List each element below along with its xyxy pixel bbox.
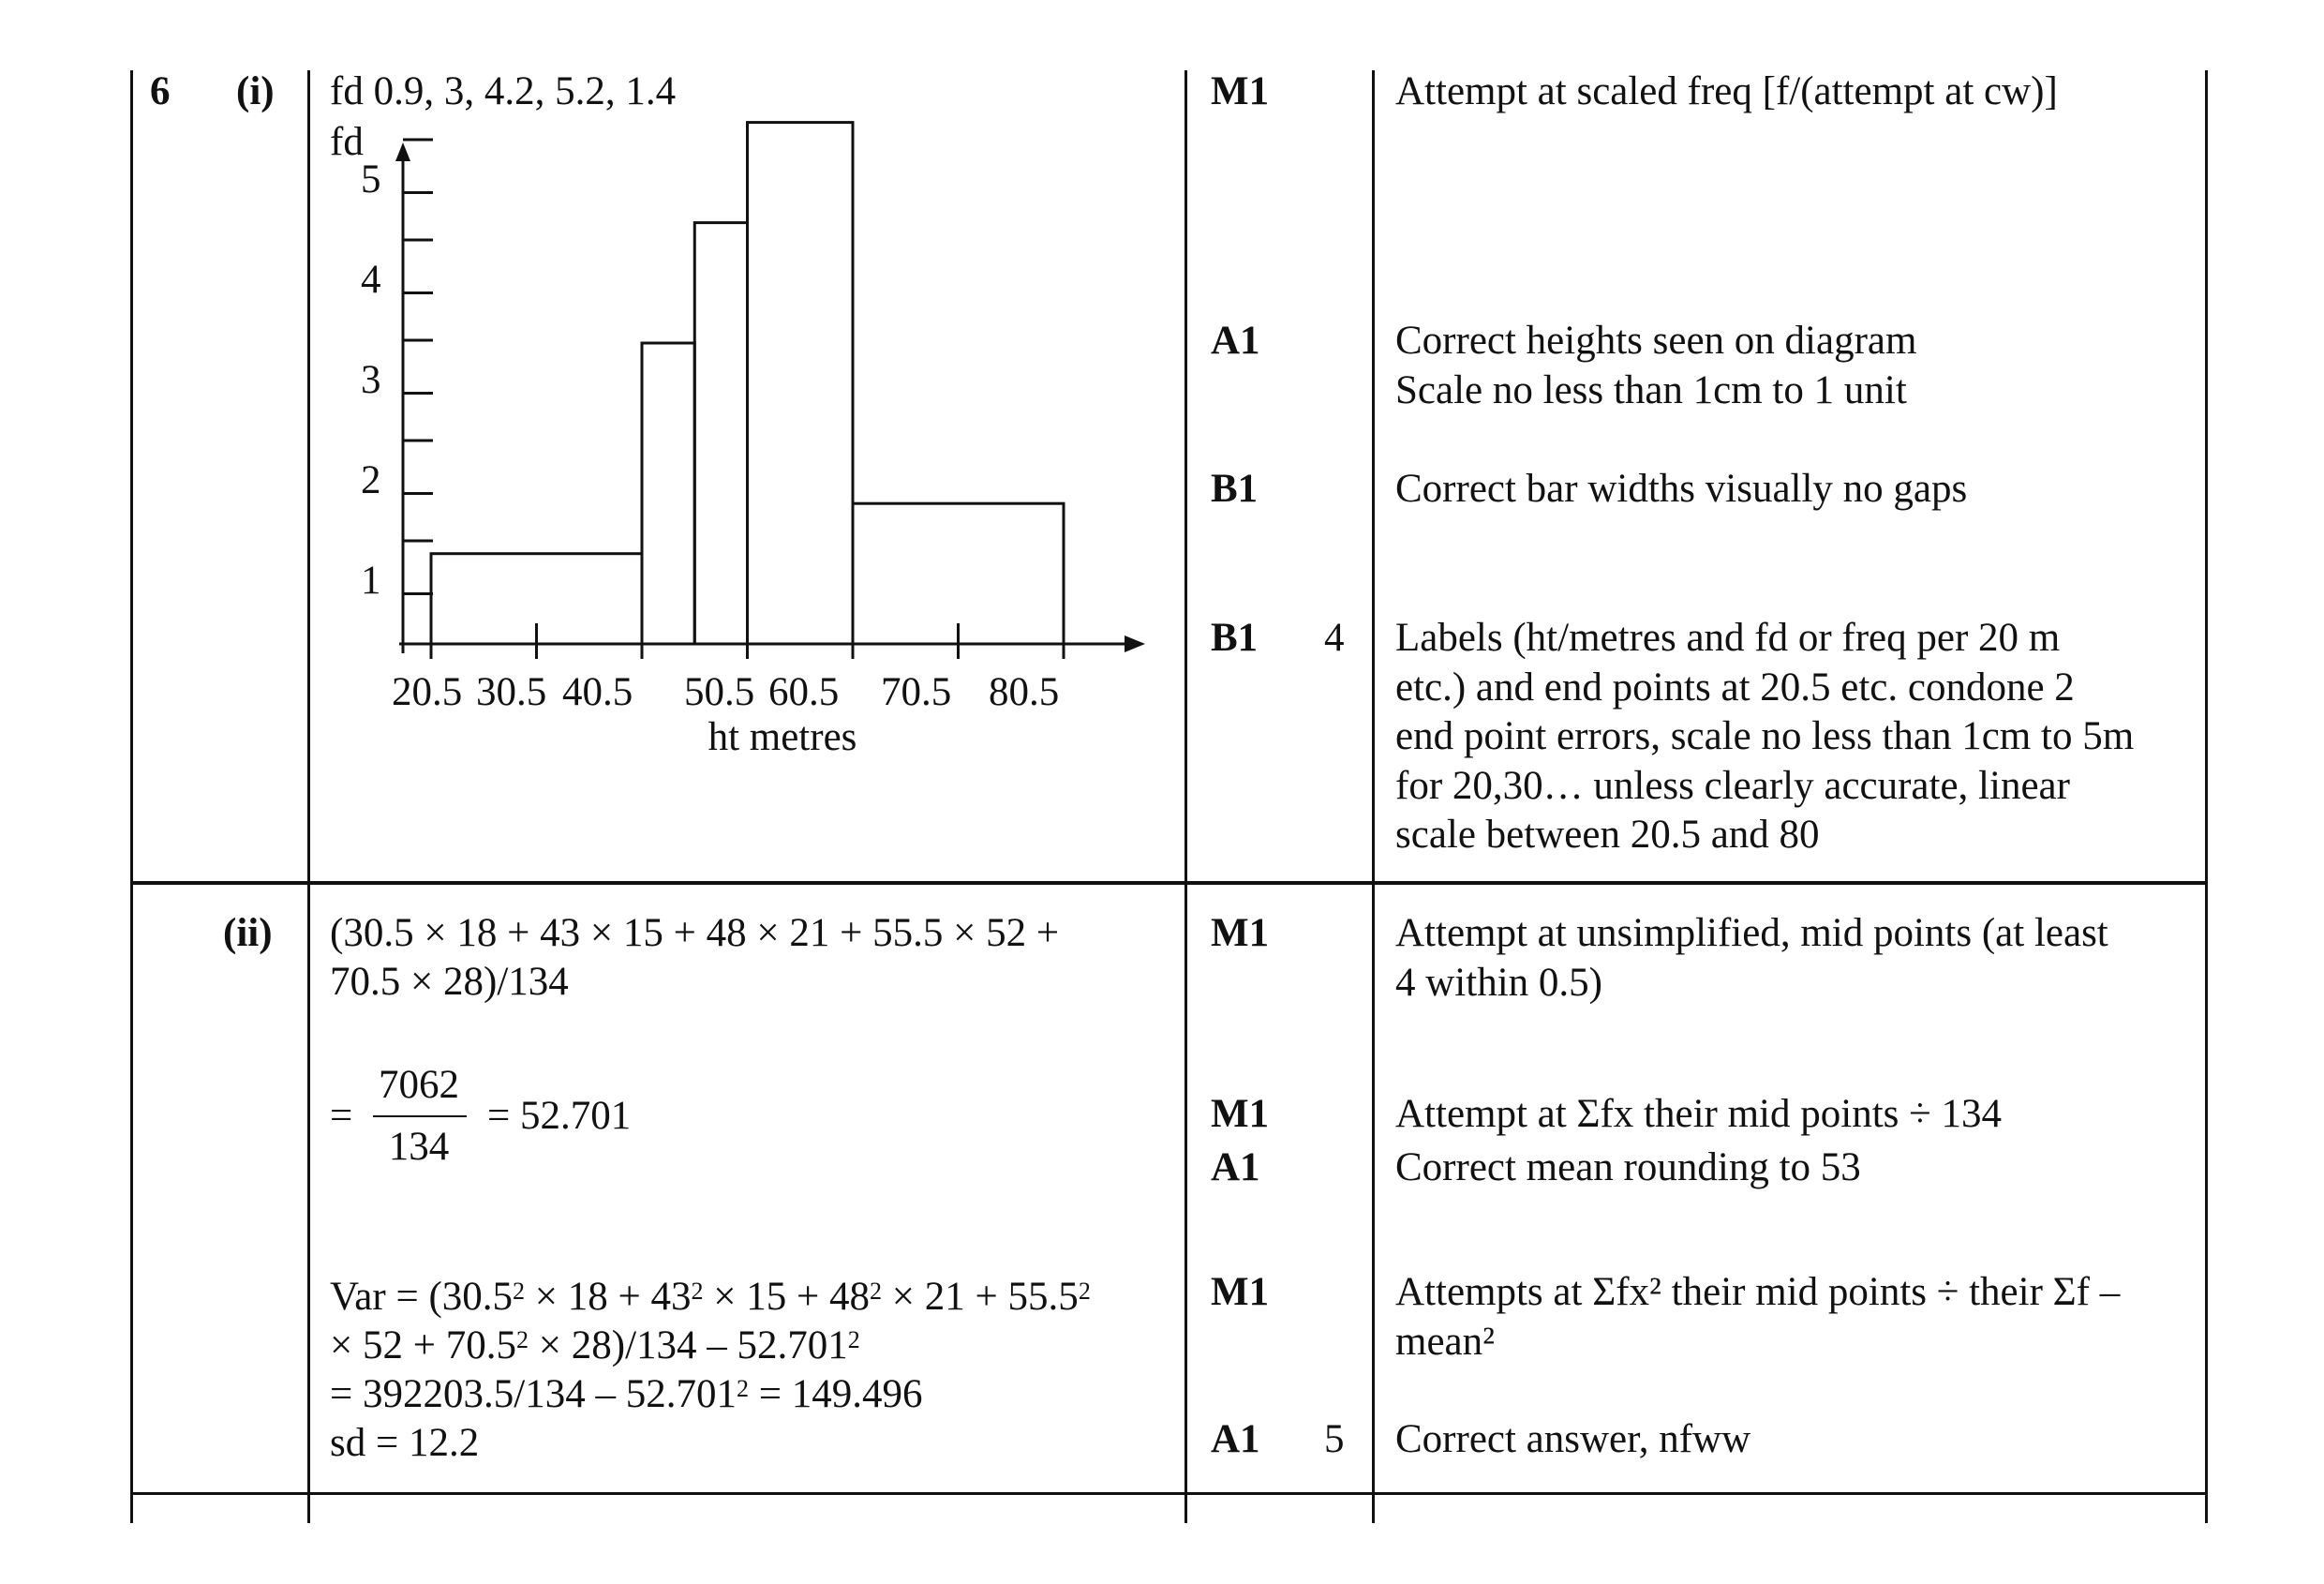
fraction-denominator: 134 [388,1125,450,1169]
guidance-line: 4 within 0.5) [1395,960,1602,1005]
guidance-line: scale between 20.5 and 80 [1395,813,1820,857]
table-divider-3 [1372,70,1375,1523]
x-tick-label: 30.5 [476,670,547,714]
histogram-bar [853,503,1064,644]
x-axis-arrow [1125,635,1145,652]
guidance-line: etc.) and end points at 20.5 etc. condone 2 [1395,665,2075,710]
y-axis-label: fd [330,120,364,164]
variance-line-3: = $392203.5/134 - 52.701^2 = 149.496$ [330,1372,923,1416]
fraction-numerator: 7062 [379,1063,459,1107]
x-axis-ticks [392,623,1064,714]
guidance-line: mean² [1395,1319,1496,1364]
row-separator-1 [130,881,2208,885]
mark-code: B1 [1211,616,1259,660]
variance-line-1: Var = ($30.5^2 \times 18 + 43^2 \times 15 + 48^2 \times 21 + 55.5^2$ [330,1275,1091,1319]
mean-expression-line-1: (30.5 × 18 + 43 × 15 + 48 × 21 + 55.5 × 52 + [330,911,1060,955]
guidance-line: Scale no less than 1cm to 1 unit [1395,367,1907,412]
mark-code: A1 [1211,1417,1260,1461]
guidance-line: Correct bar widths visually no gaps [1395,467,1968,511]
table-border-right [2205,70,2208,1523]
fraction-bar [373,1115,467,1117]
guidance-line: Labels (ht/metres and fd or freq per 20 m [1395,616,2061,660]
sd-line: sd = 12.2 [330,1421,480,1465]
part-i-label: (i) [236,69,275,113]
histogram-bar [748,123,854,644]
mark-code: B1 [1211,467,1259,511]
fd-values: fd 0.9, 3, 4.2, 5.2, 1.4 [330,69,677,113]
mark-code: A1 [1211,319,1260,363]
y-tick-label: 1 [361,559,381,603]
x-axis-label: ht metres [708,715,857,759]
x-tick-label: 50.5 [684,670,755,714]
guidance-line: Attempt at unsimplified, mid points (at least [1395,911,2108,955]
mean-expression-line-2: 70.5 × 28)/134 [330,960,569,1004]
y-tick-label: 5 [361,157,381,202]
mark-code: A1 [1211,1145,1260,1189]
mark-total: 4 [1324,616,1345,660]
histogram-bars [431,123,1064,644]
histogram-bar [642,343,694,644]
table-border-left [130,70,133,1523]
x-tick-label: 70.5 [881,670,952,714]
x-tick-label: 80.5 [989,670,1060,714]
y-tick-label: 3 [361,358,381,402]
guidance-line: Attempt at Σfx their mid points ÷ 134 [1395,1092,2002,1136]
guidance-line: end point errors, scale no less than 1cm to 5m [1395,714,2135,758]
question-number: 6 [150,69,171,113]
mark-code: M1 [1211,1270,1270,1314]
x-tick-label: 60.5 [768,670,840,714]
mean-equals: = [330,1094,353,1138]
mark-code: M1 [1211,911,1270,955]
guidance-line: Correct heights seen on diagram [1395,319,1917,363]
histogram [309,112,1153,759]
mean-result: = 52.701 [487,1094,632,1138]
guidance-line: for 20,30… unless clearly accurate, linear [1395,763,2070,808]
table-divider-2 [1184,70,1187,1523]
histogram-bar [694,223,747,644]
mark-total: 5 [1324,1417,1345,1461]
guidance-line: Attempt at scaled freq [f/(attempt at cw)] [1395,69,2058,113]
guidance-line: Correct mean rounding to 53 [1395,1145,1861,1189]
y-tick-label: 2 [361,458,381,502]
guidance-line: Attempts at Σfx² their mid points ÷ their Σf – [1395,1270,2121,1314]
x-tick-label: 20.5 [392,670,463,714]
part-ii-label: (ii) [223,911,273,955]
y-tick-label: 4 [361,258,381,302]
mark-code: M1 [1211,1092,1270,1136]
y-axis-ticks [361,140,433,603]
histogram-axes [395,142,1145,653]
y-axis-arrow [395,142,410,161]
row-separator-2 [130,1492,2208,1495]
x-tick-label: 40.5 [562,670,633,714]
mark-code: M1 [1211,69,1270,113]
variance-line-2: × $52 + 70.5^2 \times 28)/134 - 52.701^2$ [330,1323,860,1367]
guidance-line: Correct answer, nfww [1395,1417,1751,1461]
